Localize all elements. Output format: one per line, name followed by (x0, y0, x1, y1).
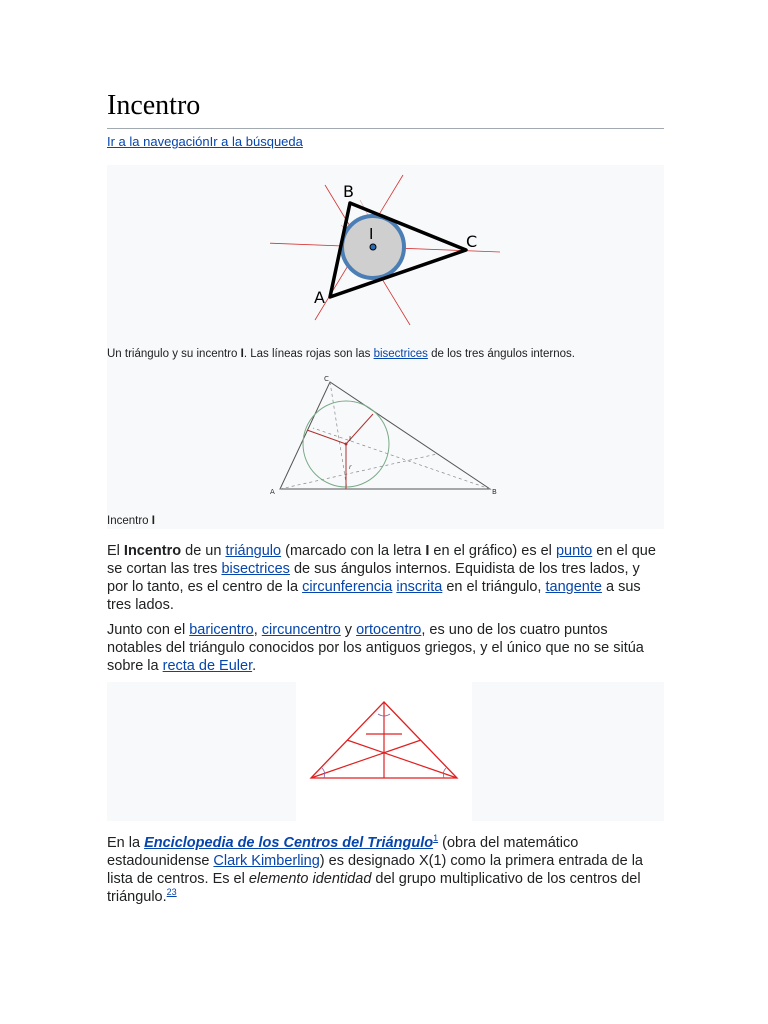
caption-incenter-letter: I (151, 515, 155, 527)
figure-box-isosceles (107, 682, 664, 821)
letter-i: I (425, 543, 430, 559)
bisectrices-link[interactable]: bisectrices (221, 561, 290, 577)
notable-points-paragraph: Junto con el baricentro, circuncentro y ortocentro, es uno de los cuatro puntos notables del triángulo conocidos por los antiguos griegos, y el único que no se sitúa sobre la recta de Euler. (107, 622, 644, 674)
title-divider (107, 128, 664, 129)
tangente-link[interactable]: tangente (545, 579, 602, 595)
incenter-label: I (349, 435, 352, 443)
vertex-label-b: B (492, 488, 497, 496)
figure-frame (296, 682, 472, 821)
vertex-label-b: B (343, 182, 354, 201)
triangle-abc-outline (280, 382, 490, 489)
skip-links (107, 133, 303, 150)
circunferencia-link[interactable]: circunferencia (302, 579, 393, 595)
bisectrices-link[interactable]: bisectrices (373, 348, 428, 360)
caption-text: de los tres ángulos internos. (427, 348, 575, 360)
punto-link[interactable]: punto (555, 543, 593, 559)
reference-1-link[interactable]: 1 (433, 833, 439, 844)
caption-text: Un triángulo y su incentro (107, 348, 241, 360)
page-title: Incentro (107, 90, 201, 121)
skip-to-navigation-link[interactable]: Ir a la navegación (107, 134, 210, 149)
incenter-point (370, 244, 376, 250)
kimberling-paragraph: En la Enciclopedia de los Centros del Triángulo$^1$ (obra del matemático estadounidense Clark Kimberling) es designado X(1) como la primera entrada de la lista de centros. Es el elemento identidad del grupo multiplicativo de los centros del triángulo.$^{23}$ (107, 833, 643, 905)
incenter-point (345, 443, 348, 446)
incenter-label: I (369, 225, 374, 243)
triangulo-link[interactable]: triángulo (225, 543, 282, 559)
circuncentro-link[interactable]: circuncentro (261, 622, 341, 638)
reference-23-link[interactable]: 23 (166, 887, 177, 898)
vertex-label-a: A (270, 488, 275, 496)
intro-paragraph: El Incentro de un triángulo (marcado con la letra I en el gráfico) es el punto en el que se cortan las tres bisectrices de sus ángulos internos. Equidista de los tres lados, y por lo tanto, es el centro de la circunferencia inscrita en el triángulo, tangente a sus tres lados. (107, 543, 656, 613)
figure2-caption (107, 514, 155, 529)
caption-incenter-letter: I (240, 348, 244, 360)
ortocentro-link[interactable]: ortocentro (356, 622, 422, 638)
encyclopedia-link[interactable]: Enciclopedia de los Centros del Triángulo (144, 835, 434, 851)
isosceles-bisectors-figure[interactable] (308, 692, 460, 784)
inscrita-link[interactable]: inscrita (396, 579, 443, 595)
skip-to-search-link[interactable]: Ir a la búsqueda (209, 134, 303, 149)
figure1-caption (107, 347, 575, 362)
baricentro-link[interactable]: baricentro (189, 622, 254, 638)
caption-text: Incentro (107, 515, 152, 527)
figure-group (107, 165, 664, 529)
vertex-label-a: A (314, 288, 325, 307)
reference-23[interactable] (167, 887, 177, 897)
term-incentro: Incentro (123, 543, 182, 559)
clark-kimberling-link[interactable]: Clark Kimberling (213, 853, 320, 869)
vertex-label-c: C (324, 375, 329, 383)
recta-de-euler-link[interactable]: recta de Euler (162, 658, 253, 674)
vertex-label-c: C (466, 232, 478, 251)
bisector-lines (311, 702, 457, 778)
incenter-construction-figure[interactable] (267, 372, 503, 500)
caption-text: . Las líneas rojas son las (243, 348, 374, 360)
radius-label: r (349, 464, 352, 471)
bisector-dashed-lines (280, 382, 490, 489)
radius-lines (307, 414, 373, 489)
term-elemento-identidad: elemento identidad (248, 871, 372, 887)
incenter-triangle-figure[interactable] (270, 165, 510, 330)
